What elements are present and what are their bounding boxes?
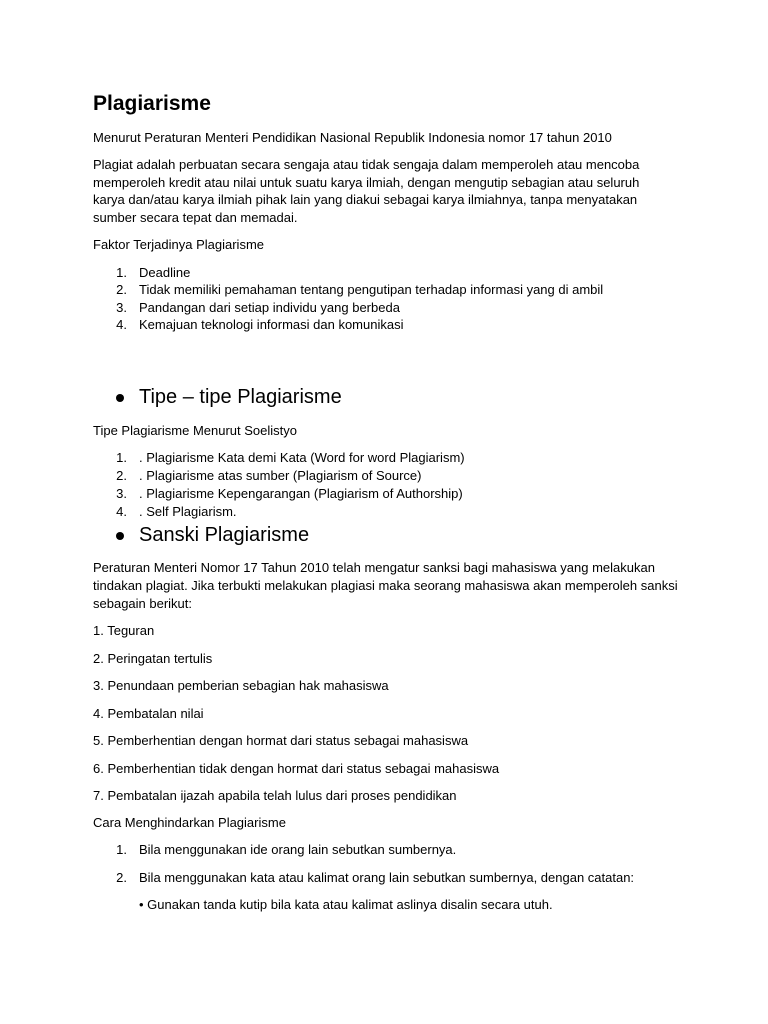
cara-item-text: Bila menggunakan ide orang lain sebutkan sumbernya. <box>139 842 457 857</box>
sanksi-item: 7. Pembatalan ijazah apabila telah lulus dari proses pendidikan <box>93 788 457 803</box>
page-title: Plagiarisme <box>93 92 211 115</box>
sanksi-item: 5. Pemberhentian dengan hormat dari status sebagai mahasiswa <box>93 733 469 748</box>
tipe-item-number: 2. <box>116 468 127 483</box>
tipe-item-text: . Plagiarisme atas sumber (Plagiarism of Source) <box>139 468 422 483</box>
tipe-item-text: . Plagiarisme Kata demi Kata (Word for word Plagiarism) <box>139 450 465 465</box>
bullet-icon <box>116 532 124 540</box>
sanksi-paragraph-line-2: tindakan plagiat. Jika terbukti melakukan plagiasi maka seorang mahasiswa akan memperoleh sanksi <box>93 578 678 593</box>
cara-item-text: Bila menggunakan kata atau kalimat orang lain sebutkan sumbernya, dengan catatan: <box>139 870 635 885</box>
tipe-item-text: . Self Plagiarism. <box>139 504 237 519</box>
cara-sub-bullet: • Gunakan tanda kutip bila kata atau kalimat aslinya disalin secara utuh. <box>139 897 553 912</box>
sanksi-item: 3. Penundaan pemberian sebagian hak mahasiswa <box>93 678 389 693</box>
tipe-heading: Tipe – tipe Plagiarisme <box>139 386 342 408</box>
cara-item-number: 2. <box>116 870 127 885</box>
definition-line-3: karya dan/atau karya ilmiah pihak lain yang diakui sebagai karya ilmiahnya, tanpa menyatakan <box>93 192 638 207</box>
faktor-item-text: Pandangan dari setiap individu yang berbeda <box>139 300 400 315</box>
faktor-item-number: 1. <box>116 265 127 280</box>
definition-line-2: memperoleh kredit atau nilai untuk suatu karya ilmiah, dengan mengutip sebagian atau seluruh <box>93 175 640 190</box>
faktor-item-text: Kemajuan teknologi informasi dan komunikasi <box>139 317 404 332</box>
definition-line-1: Plagiat adalah perbuatan secara sengaja atau tidak sengaja dalam memperoleh atau mencoba <box>93 157 640 172</box>
sanksi-item: 1. Teguran <box>93 623 155 638</box>
tipe-item-text: . Plagiarisme Kepengarangan (Plagiarism of Authorship) <box>139 486 463 501</box>
definition-line-4: sumber secara tepat dan memadai. <box>93 210 298 225</box>
faktor-item-number: 3. <box>116 300 127 315</box>
faktor-item-text: Deadline <box>139 265 191 280</box>
sanksi-paragraph-line-3: sebagain berikut: <box>93 596 193 611</box>
cara-heading: Cara Menghindarkan Plagiarisme <box>93 815 286 830</box>
faktor-item-number: 4. <box>116 317 127 332</box>
tipe-subheading: Tipe Plagiarisme Menurut Soelistyo <box>93 423 297 438</box>
sanksi-item: 6. Pemberhentian tidak dengan hormat dari status sebagai mahasiswa <box>93 761 500 776</box>
sanksi-item: 2. Peringatan tertulis <box>93 651 213 666</box>
faktor-item-number: 2. <box>116 282 127 297</box>
tipe-item-number: 4. <box>116 504 127 519</box>
sanksi-heading: Sanski Plagiarisme <box>139 524 310 546</box>
tipe-item-number: 3. <box>116 486 127 501</box>
cara-item-number: 1. <box>116 842 127 857</box>
sanksi-paragraph-line-1: Peraturan Menteri Nomor 17 Tahun 2010 telah mengatur sanksi bagi mahasiswa yang melakukan <box>93 560 655 575</box>
faktor-heading: Faktor Terjadinya Plagiarisme <box>93 237 264 252</box>
bullet-icon <box>116 394 124 402</box>
intro-text: Menurut Peraturan Menteri Pendidikan Nasional Republik Indonesia nomor 17 tahun 2010 <box>93 130 612 145</box>
sanksi-item: 4. Pembatalan nilai <box>93 706 204 721</box>
faktor-item-text: Tidak memiliki pemahaman tentang pengutipan terhadap informasi yang di ambil <box>139 282 604 297</box>
tipe-item-number: 1. <box>116 450 127 465</box>
